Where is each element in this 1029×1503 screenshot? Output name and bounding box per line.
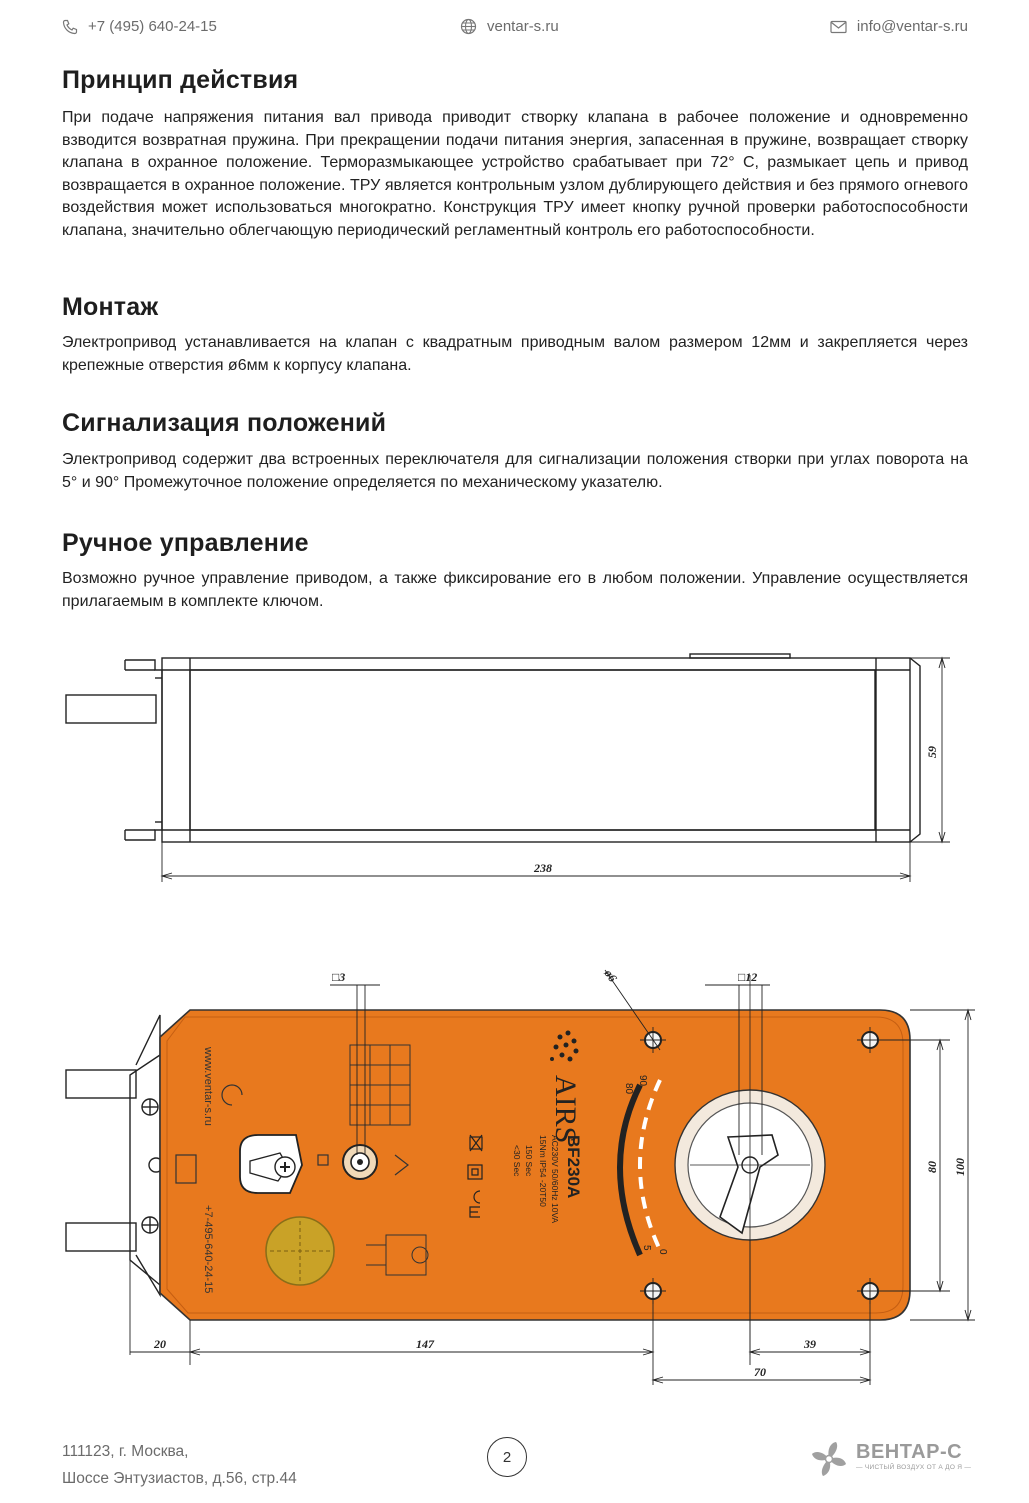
header-phone-text: +7 (495) 640-24-15	[88, 18, 217, 35]
brand-label: AIRS	[549, 1075, 582, 1144]
dim-hole-label: ø6	[601, 966, 620, 985]
spec-line-3: 150 Sec	[524, 1145, 534, 1177]
manual-release-icon	[240, 1135, 302, 1193]
fan-logo-icon	[808, 1440, 850, 1478]
angle-5-label: 5	[641, 1245, 652, 1251]
section-text-mount: Электропривод устанавливается на клапан с квадратным приводным валом размером 12мм и закрепляется через крепежные отверстия ø6мм к корпусу клапана.	[62, 334, 968, 374]
dim-square-3-label: □3	[332, 970, 346, 984]
section-text-principle: При подаче напряжения питания вал привода приводит створку клапана в рабочее положение и одновременно взводится возвратная пружина. При прекращении подачи питания энергия, запасенная в пружине, возвращает створку клапана в охранное положение. Терморазмыкающее устройство срабатывает при 72° С, размыкает цепь и привод возвращается в охранное положение. ТРУ является контрольным узлом дублирующего действия и без прямого огневого воздействия может использоваться многократно. Конструкция ТРУ имеет кнопку ручной проверки работоспособности клапана, значительно облегчающую периодический регламентный контроль его работоспособности.	[62, 109, 968, 239]
logo-tagline: — ЧИСТЫЙ ВОЗДУХ ОТ А ДО Я —	[856, 1464, 972, 1471]
dim-20-label: 20	[154, 1337, 166, 1351]
dim-70-label: 70	[754, 1365, 766, 1379]
header-site[interactable]	[460, 18, 559, 35]
spec-line-2: 15Nm IP54 -20T50	[538, 1135, 548, 1207]
angle-0-label: 0	[657, 1249, 668, 1255]
globe-icon	[460, 18, 477, 35]
dim-length-label: 238	[534, 861, 552, 875]
spec-line-4: <30 Sec	[512, 1145, 522, 1177]
angle-90-label: 90	[637, 1075, 648, 1087]
site-label: www.ventar-s.ru	[202, 1047, 214, 1126]
locking-screw-icon	[343, 1145, 377, 1179]
dim-square-12-label: □12	[738, 970, 758, 984]
dim-147-label: 147	[416, 1337, 434, 1351]
dim-39-label: 39	[804, 1337, 816, 1351]
actuator-side-view-drawing	[0, 640, 1029, 890]
section-title-mount: Монтаж	[62, 293, 159, 321]
section-text-signal: Электропривод содержит два встроенных переключателя для сигнализации положения створки при углах поворота на 5° и 90° Промежуточное положение определяется по механическому указателю.	[62, 451, 968, 491]
page-number: 2	[487, 1437, 527, 1477]
actuator-front-view-drawing	[0, 955, 1029, 1395]
section-title-signal: Сигнализация положений	[62, 409, 387, 437]
header-site-text: ventar-s.ru	[487, 18, 559, 35]
section-title-principle: Принцип действия	[62, 66, 299, 94]
test-button-icon	[266, 1217, 334, 1285]
footer-address	[62, 1438, 297, 1492]
phone-icon	[62, 19, 78, 35]
header-email-text: info@ventar-s.ru	[856, 18, 968, 35]
address-line-1: 111123, г. Москва,	[62, 1443, 189, 1460]
header-email[interactable]	[830, 18, 968, 35]
contact-bar	[62, 18, 968, 40]
dim-80-label: 80	[925, 1161, 939, 1173]
angle-80-label: 80	[623, 1083, 634, 1095]
dim-100-label: 100	[953, 1158, 967, 1176]
section-text-manual: Возможно ручное управление приводом, а также фиксирование его в любом положении. Управление осуществляется прилагаемым в комплекте ключом.	[62, 570, 968, 610]
header-phone[interactable]	[62, 18, 217, 35]
spec-line-1: AC230V 50/60Hz 10VA	[550, 1135, 560, 1224]
phone-label: +7-495-640-24-15	[202, 1205, 214, 1294]
section-title-manual: Ручное управление	[62, 529, 309, 557]
company-logo	[808, 1440, 970, 1478]
mail-icon	[830, 20, 847, 34]
logo-brand: ВЕНТАР-С	[856, 1441, 963, 1463]
address-line-2: Шоссе Энтузиастов, д.56, стр.44	[62, 1470, 297, 1487]
model-label: BF230A	[564, 1135, 583, 1199]
dim-height-label: 59	[925, 746, 939, 758]
